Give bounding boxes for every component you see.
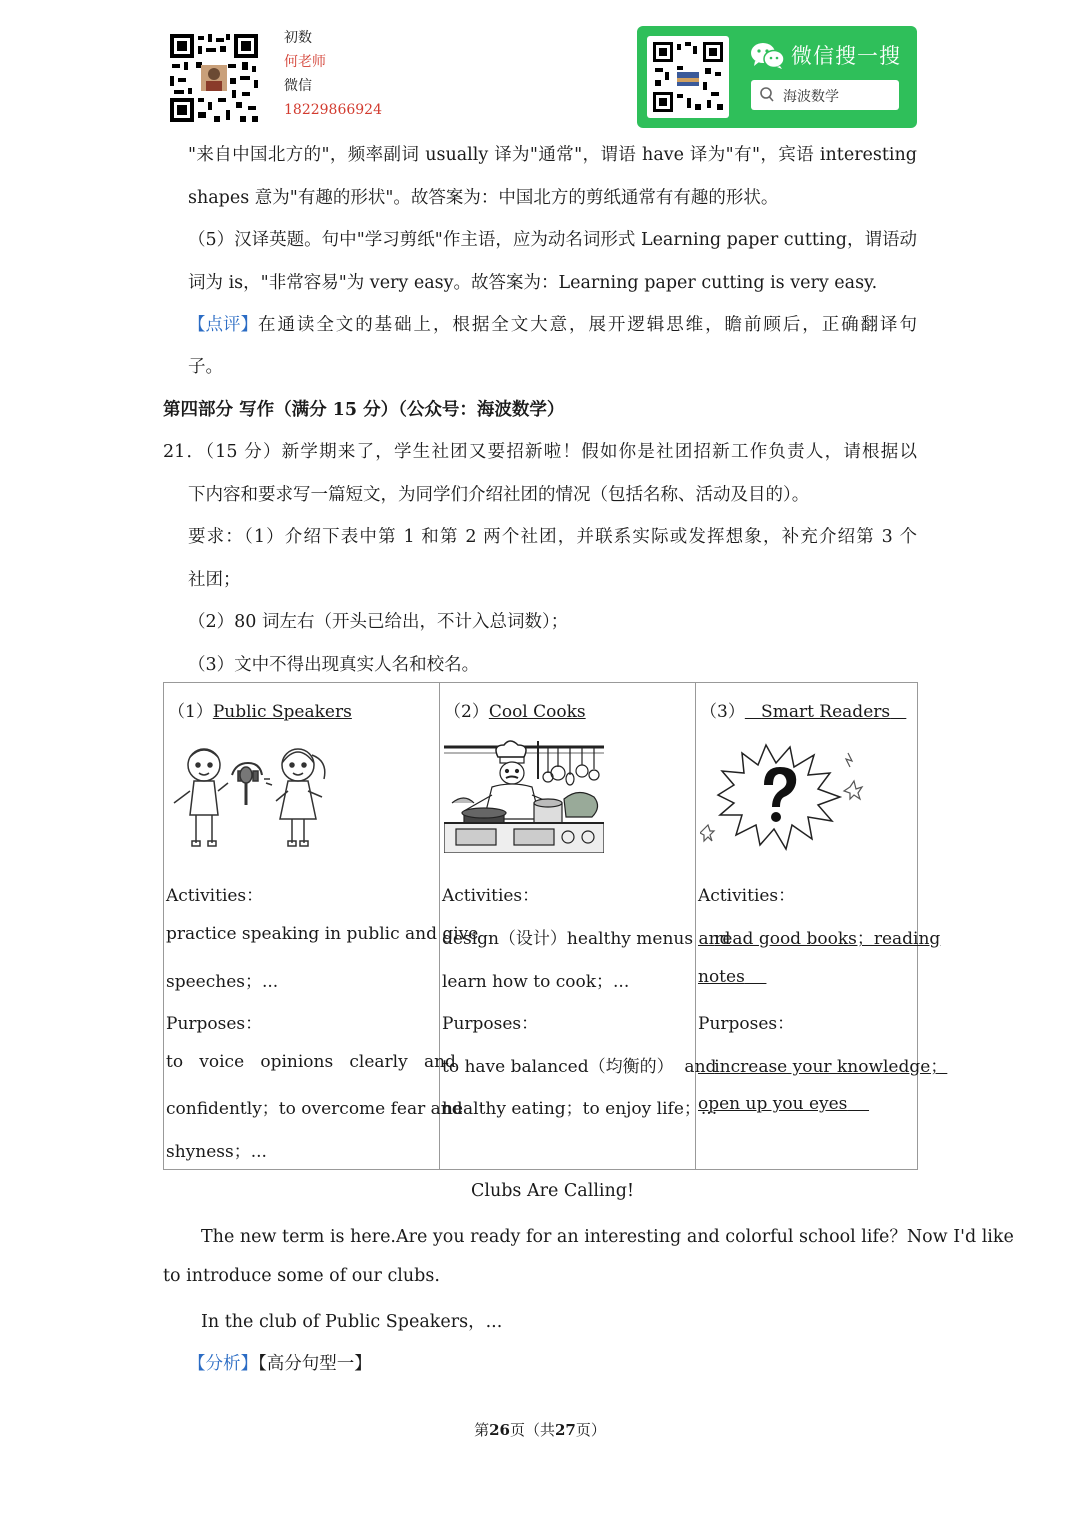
wechat-search-text: 海波数学 — [783, 89, 839, 105]
comment-line — [188, 311, 917, 336]
answer-line-2: shapes 意为"有趣的形状"。故答案为：中国北方的剪纸通常有有趣的形状。 — [188, 188, 779, 208]
club-3-activity-line-2: notes — [698, 967, 745, 987]
qr-code — [168, 32, 260, 124]
essay-paragraph-1-line-2: to introduce some of our clubs. — [163, 1266, 440, 1286]
requirement-2: （2）80 词左右（开头已给出，不计入总词数）； — [188, 612, 569, 632]
club-2-purpose-line-1: to have balanced（均衡的） and — [442, 1057, 717, 1077]
club-3-purpose-line-2: open up you eyes — [698, 1094, 848, 1114]
clubs-table — [163, 682, 948, 1170]
wechat-qr-code — [647, 36, 729, 118]
page-footer — [0, 1419, 1080, 1440]
club-1-activities-label: Activities： — [166, 886, 264, 906]
requirement-1-line-2: 社团； — [188, 570, 241, 590]
contact-line-phone: 18229866924 — [284, 102, 382, 118]
wechat-search-title: 微信搜一搜 — [791, 44, 901, 68]
contact-line-teacher: 何老师 — [284, 54, 326, 70]
answer-line-4: 词为 is，"非常容易"为 very easy。故答案为：Learning paper cutting is very easy. — [188, 273, 878, 293]
club-1-purpose-line-1: to voice opinions clearly and — [166, 1052, 456, 1072]
club-2-activity-line-1: design（设计）healthy menus and — [442, 929, 731, 949]
club-2-activity-line-2: learn how to cook；... — [442, 972, 630, 992]
essay-paragraph-1-line-1: The new term is here.Are you ready for an interesting and colorful school life？Now I'd like — [201, 1227, 1014, 1247]
search-icon — [759, 86, 775, 108]
analysis-line — [188, 1350, 372, 1375]
club-3-activity-line-1: read good books；reading — [714, 929, 941, 949]
club-2-name: Cool Cooks — [488, 702, 586, 722]
question-mark-illustration — [700, 741, 870, 860]
club-2-purposes-label: Purposes： — [442, 1014, 539, 1034]
footer-mid: 页（共 — [509, 1421, 555, 1439]
essay-title: Clubs Are Calling! — [470, 1181, 635, 1201]
requirement-1-line-1: 要求：（1）介绍下表中第 1 和第 2 两个社团，并联系实际或发挥想象，补充介绍第 3 个 — [188, 527, 917, 547]
question-21-line-2: 下内容和要求写一篇短文，为同学们介绍社团的情况（包括名称、活动及目的）。 — [188, 485, 810, 505]
club-3-activities-label: Activities： — [698, 886, 796, 906]
total-pages: 27 — [555, 1421, 576, 1439]
contact-line-wechat: 微信 — [284, 78, 312, 94]
club-2-number: （2） — [444, 702, 489, 722]
club-1-purpose-line-3: shyness；... — [166, 1142, 267, 1162]
comment-line-2: 子。 — [188, 357, 223, 377]
club-1-activity-line-1: practice speaking in public and give — [166, 924, 479, 944]
comment-tag: 【点评】 — [188, 315, 258, 335]
footer-suffix: 页） — [575, 1421, 606, 1439]
club-1-purposes-label: Purposes： — [166, 1014, 263, 1034]
club-1-name: Public Speakers — [212, 702, 352, 722]
question-21-line-1: 21．（15 分）新学期来了，学生社团又要招新啦！假如你是社团招新工作负责人，请根据以 — [163, 442, 917, 462]
club-1-number: （1） — [168, 702, 213, 722]
contact-block — [284, 26, 382, 122]
page-number: 26 — [489, 1421, 510, 1439]
answer-line-3: （5）汉译英题。句中"学习剪纸"作主语，应为动名词形式 Learning paper cutting，谓语动 — [188, 230, 917, 250]
speakers-illustration — [166, 735, 336, 860]
essay-paragraph-2: In the club of Public Speakers，... — [201, 1312, 503, 1332]
contact-line-subject: 初数 — [284, 30, 312, 46]
club-3-purposes-label: Purposes： — [698, 1014, 795, 1034]
club-1-purpose-line-2: confidently；to overcome fear and — [166, 1099, 463, 1119]
club-2-purpose-line-2: healthy eating；to enjoy life；... — [442, 1099, 718, 1119]
footer-prefix: 第 — [474, 1421, 490, 1439]
club-1-activity-line-2: speeches；... — [166, 972, 279, 992]
comment-text: 在通读全文的基础上，根据全文大意，展开逻辑思维，瞻前顾后，正确翻译句 — [258, 315, 917, 335]
club-2-activities-label: Activities： — [442, 886, 540, 906]
analysis-tag: 【分析】 — [188, 1354, 258, 1374]
chef-illustration — [444, 739, 604, 858]
wechat-search-box[interactable] — [751, 80, 899, 110]
section-title: 第四部分 写作（满分 15 分）（公众号：海波数学） — [163, 400, 565, 420]
club-cell-3 — [696, 683, 948, 1170]
wechat-search-card[interactable] — [637, 26, 917, 128]
answer-line-1: "来自中国北方的"，频率副词 usually 译为"通常"，谓语 have 译为"有"，宾语 interesting — [188, 145, 917, 165]
analysis-text: 【高分句型一】 — [258, 1354, 372, 1374]
club-3-number: （3） — [700, 702, 745, 722]
club-cell-1 — [164, 683, 479, 1170]
wechat-logo-icon — [750, 42, 786, 70]
club-3-purpose-line-1: increase your knowledge； — [714, 1057, 948, 1077]
club-3-name: Smart Readers — [761, 702, 891, 722]
requirement-3: （3）文中不得出现真实人名和校名。 — [188, 655, 480, 675]
